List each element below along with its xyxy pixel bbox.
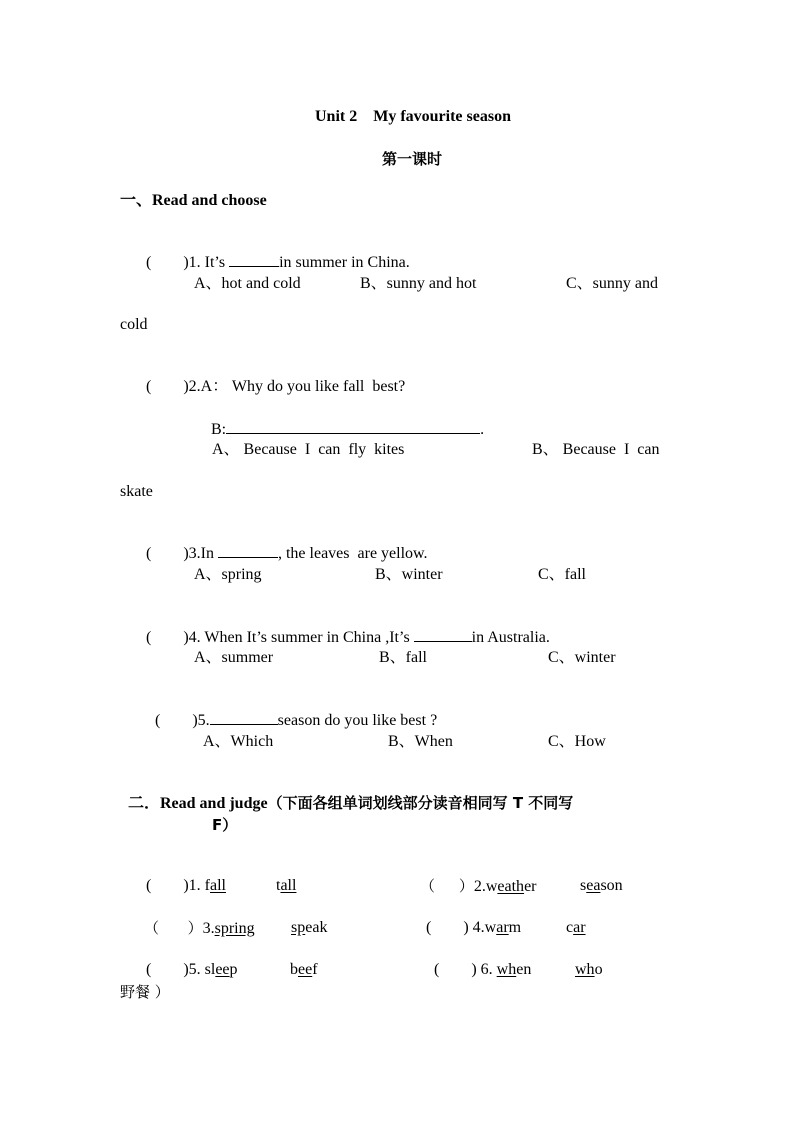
judge-item-5: ( )5. sleep bbox=[146, 961, 238, 978]
q4-blank bbox=[414, 627, 472, 642]
answer-paren[interactable]: ( ) bbox=[146, 378, 189, 395]
underlined-part: ea bbox=[586, 877, 601, 894]
q3-option-b: B、winter bbox=[375, 566, 443, 583]
q4-row bbox=[138, 607, 550, 648]
q5-option-a: A、Which bbox=[203, 733, 274, 750]
q2-answer-line bbox=[203, 399, 484, 440]
underlined-part: wh bbox=[496, 961, 517, 978]
q2-answer-end: . bbox=[480, 421, 485, 438]
q5-stem-b: season do you like best ? bbox=[277, 712, 438, 729]
q4-option-b: B、fall bbox=[379, 649, 427, 666]
q1-option-a: A、hot and cold bbox=[194, 275, 301, 292]
underlined-part: eath bbox=[497, 878, 525, 895]
q5-row bbox=[147, 690, 437, 731]
q1-stem-a: 1. It’s bbox=[188, 254, 230, 271]
q1-stem-b: in summer in China. bbox=[279, 254, 410, 271]
page-subtitle: 第一课时 bbox=[382, 150, 443, 168]
q2-row bbox=[138, 357, 405, 397]
q5-option-b: B、When bbox=[388, 733, 453, 750]
judge-item-4-word2: car bbox=[566, 919, 586, 936]
answer-paren[interactable]: ( ) bbox=[146, 961, 189, 978]
judge-item-4: ( ) 4.warm bbox=[426, 919, 522, 936]
q1-option-b: B、sunny and hot bbox=[360, 275, 477, 292]
q3-row bbox=[138, 523, 428, 564]
q2-stem: 2.A： Why do you like fall best? bbox=[188, 378, 406, 395]
judge-item-6: ( ) 6. when bbox=[434, 961, 532, 978]
q5-option-c: C、How bbox=[548, 733, 606, 750]
trailing-text: 野餐 ） bbox=[120, 983, 170, 1001]
q1-blank bbox=[229, 252, 279, 267]
answer-paren[interactable]: ( ) bbox=[146, 254, 189, 271]
q5-stem-a: 5. bbox=[197, 712, 210, 729]
underlined-part: ee bbox=[215, 961, 230, 978]
answer-paren[interactable]: ( ) bbox=[155, 712, 198, 729]
judge-item-2: （ ）2.weather bbox=[420, 877, 537, 895]
underlined-part: all bbox=[209, 877, 226, 894]
answer-paren[interactable]: ( ) bbox=[146, 877, 189, 894]
answer-paren[interactable]: （ ） bbox=[420, 877, 474, 895]
judge-item-5-word2: beef bbox=[290, 961, 318, 978]
judge-item-3: （ ）3.spring bbox=[144, 919, 255, 937]
q3-stem-b: , the leaves are yellow. bbox=[277, 545, 428, 562]
section2-heading bbox=[120, 773, 573, 814]
judge-item-1-word2: tall bbox=[276, 877, 297, 894]
section2-heading-en: 二．Read and judge bbox=[128, 795, 268, 812]
q5-blank bbox=[210, 710, 278, 725]
q4-stem-a: 4. When It’s summer in China ,It’s bbox=[188, 629, 414, 646]
q2-option-b-wrap: skate bbox=[120, 483, 153, 500]
q2-option-b: B、 Because I can bbox=[532, 441, 660, 458]
page-title: Unit 2 My favourite season bbox=[315, 108, 511, 125]
section2-heading-wrap: F） bbox=[212, 816, 238, 834]
section1-heading: 一、Read and choose bbox=[120, 192, 267, 209]
answer-paren[interactable]: ( ) bbox=[434, 961, 477, 978]
q2-option-a: A、 Because I can fly kites bbox=[212, 441, 405, 458]
underlined-part: wh bbox=[575, 961, 595, 978]
underlined-part: ar bbox=[496, 919, 509, 936]
judge-item-1: ( )1. fall bbox=[146, 877, 226, 894]
underlined-part: all bbox=[280, 877, 297, 894]
underlined-part: ar bbox=[573, 919, 586, 936]
q4-stem-b: in Australia. bbox=[471, 629, 550, 646]
answer-paren[interactable]: ( ) bbox=[426, 919, 469, 936]
judge-item-3-word2: speak bbox=[291, 919, 328, 936]
q1-option-c: C、sunny and bbox=[566, 275, 659, 292]
judge-item-2-word2: season bbox=[580, 877, 623, 894]
judge-item-6-word2: who bbox=[575, 961, 603, 978]
q2-answer-label: B: bbox=[211, 421, 227, 438]
q1-row bbox=[138, 232, 410, 273]
q3-blank bbox=[218, 543, 278, 558]
answer-paren[interactable]: ( ) bbox=[146, 629, 189, 646]
q4-option-a: A、summer bbox=[194, 649, 274, 666]
answer-paren[interactable]: ( ) bbox=[146, 545, 189, 562]
q3-stem-a: 3.In bbox=[188, 545, 218, 562]
q4-option-c: C、winter bbox=[548, 649, 616, 666]
underlined-part: ee bbox=[298, 961, 313, 978]
q3-option-c: C、fall bbox=[538, 566, 586, 583]
q3-option-a: A、spring bbox=[194, 566, 262, 583]
underlined-part: spring bbox=[214, 920, 255, 937]
q1-option-c-wrap: cold bbox=[120, 316, 148, 333]
q2-answer-blank[interactable] bbox=[226, 419, 480, 434]
answer-paren[interactable]: （ ） bbox=[144, 919, 203, 937]
underlined-part: sp bbox=[291, 919, 306, 936]
section2-heading-cn: （下面各组单词划线部分读音相同写 T 不同写 bbox=[267, 794, 574, 812]
